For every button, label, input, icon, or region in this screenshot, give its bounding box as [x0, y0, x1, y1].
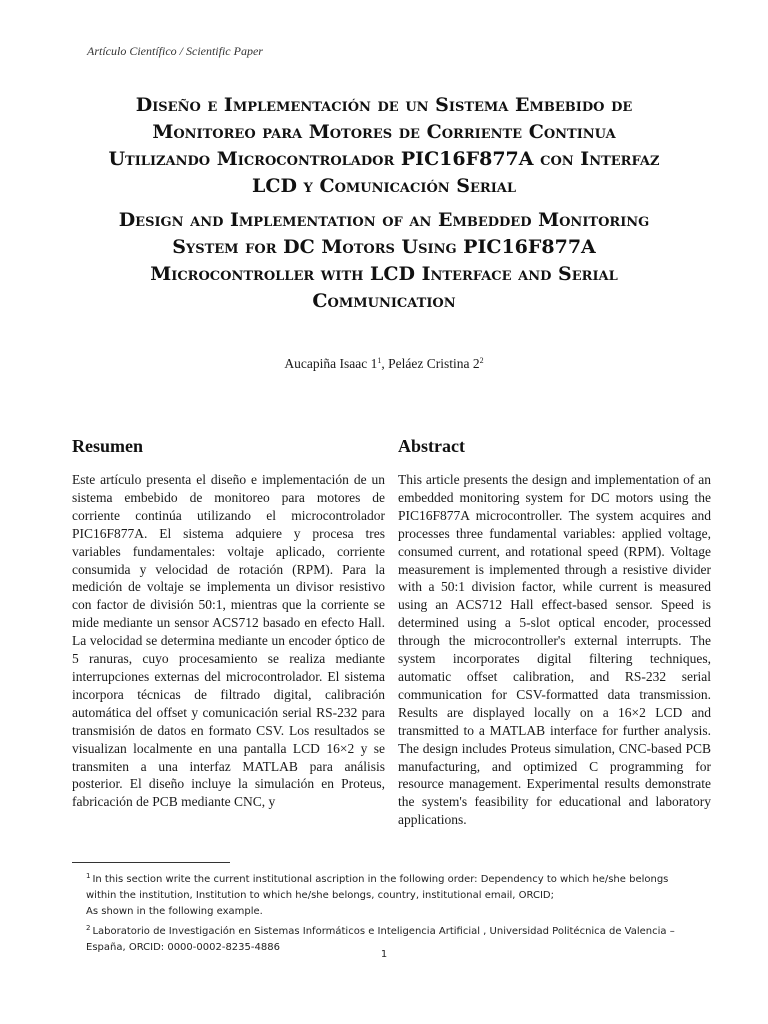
title-en-line: Microcontroller with LCD Interface and Serial [150, 263, 618, 285]
resumen-heading: Resumen [72, 436, 143, 456]
abstract-text: This article presents the design and implementation of an embedded monitoring system for DC motors using the PIC16F877A microcontroller. The system acquires and processes three fundamental variables: applied voltage, consumed current, and rotational speed (RPM). Voltage measurement is implemented through a resistive divider with a 50:1 division factor, while current is measured using an ACS712 Hall effect-based sensor. Speed is determined using a 5-slot optical encoder, processed through the microcontroller's external interrupts. The system incorporates digital filtering techniques, automatic offset calibration, and RS-232 serial communication for CSV-formatted data transmission. Results are displayed locally on a 16×2 LCD and transmitted to a MATLAB interface for further analysis. The design includes Proteus simulation, CNC-based PCB manufacturing, and optimized C programming for resource management. Experimental results demonstrate the system's feasibility for educational and laboratory applications. [398, 472, 711, 828]
footnote-1-line [86, 868, 696, 888]
title-es-line: Monitoreo para Motores de Corriente Continua [152, 121, 616, 143]
title-en-line: Design and Implementation of an Embedded Monitoring [118, 209, 650, 231]
footnote-2-line [86, 920, 696, 940]
abstract-section [398, 436, 711, 829]
title-es-line: Utilizando Microcontrolador PIC16F877A con Interfaz [108, 148, 660, 170]
author-2: Peláez Cristina 2 [388, 356, 480, 371]
resumen-section [72, 436, 385, 811]
footnotes [86, 868, 696, 956]
title-es-line: Diseño e Implementación de un Sistema Embebido de [135, 94, 633, 116]
author-1-affiliation-mark: 1 [377, 356, 382, 365]
title-en-line: Communication [312, 290, 456, 312]
footnote-2-mark: 2 [86, 924, 91, 932]
title-spanish [60, 92, 708, 200]
author-separator: , [381, 356, 389, 371]
footnote-2-line: España, ORCID: 0000-0002-8235-4886 [86, 942, 280, 953]
footnote-1-mark: 1 [86, 872, 91, 880]
author-line [0, 356, 768, 372]
author-1: Aucapiña Isaac 1 [284, 356, 378, 371]
abstract-heading: Abstract [398, 436, 465, 456]
title-es-line: LCD y Comunicación Serial [251, 175, 517, 197]
footnote-separator [72, 862, 230, 863]
title-english [60, 207, 708, 315]
author-2-affiliation-mark: 2 [479, 356, 484, 365]
page-number: 1 [380, 949, 388, 960]
footnote-1-line: within the institution, Institution to which he/she belongs, country, institutional email, ORCID; [86, 890, 554, 901]
footnote-1-line: As shown in the following example. [86, 906, 263, 917]
resumen-text: Este artículo presenta el diseño e implementación de un sistema embebido de monitoreo para motores de corriente continúa utilizando el microcontrolador PIC16F877A. El sistema adquiere y procesa tres variables fundamentales: voltaje aplicado, corriente consumida y velocidad de rotación (RPM). Para la medición de voltaje se implementa un divisor resistivo con factor de división 50:1, mientras que la corriente se mide mediante un sensor ACS712 basado en efecto Hall. La velocidad se determina mediante un encoder óptico de 5 ranuras, cuyo procesamiento se realiza mediante interrupciones externas del microcontrolador. El sistema incorpora técnicas de filtrado digital, calibración automática del offset y comunicación serial RS-232 para transmisión de datos en formato CSV. Los resultados se visualizan localmente en una pantalla LCD 16×2 y se transmiten a una interfaz MATLAB para análisis posterior. El diseño incluye la simulación en Proteus, fabricación de PCB mediante CNC, y [72, 472, 385, 810]
title-en-line: System for DC Motors Using PIC16F877A [172, 236, 596, 258]
footnote-1-text: In this section write the current institutional ascription in the following order: Dependency to which he/she belongs [92, 874, 669, 885]
footnote-2-text: Laboratorio de Investigación en Sistemas Informáticos e Inteligencia Artificial , Universidad Politécnica de Valencia – [92, 926, 675, 937]
running-header: Artículo Científico / Scientific Paper [87, 44, 263, 58]
